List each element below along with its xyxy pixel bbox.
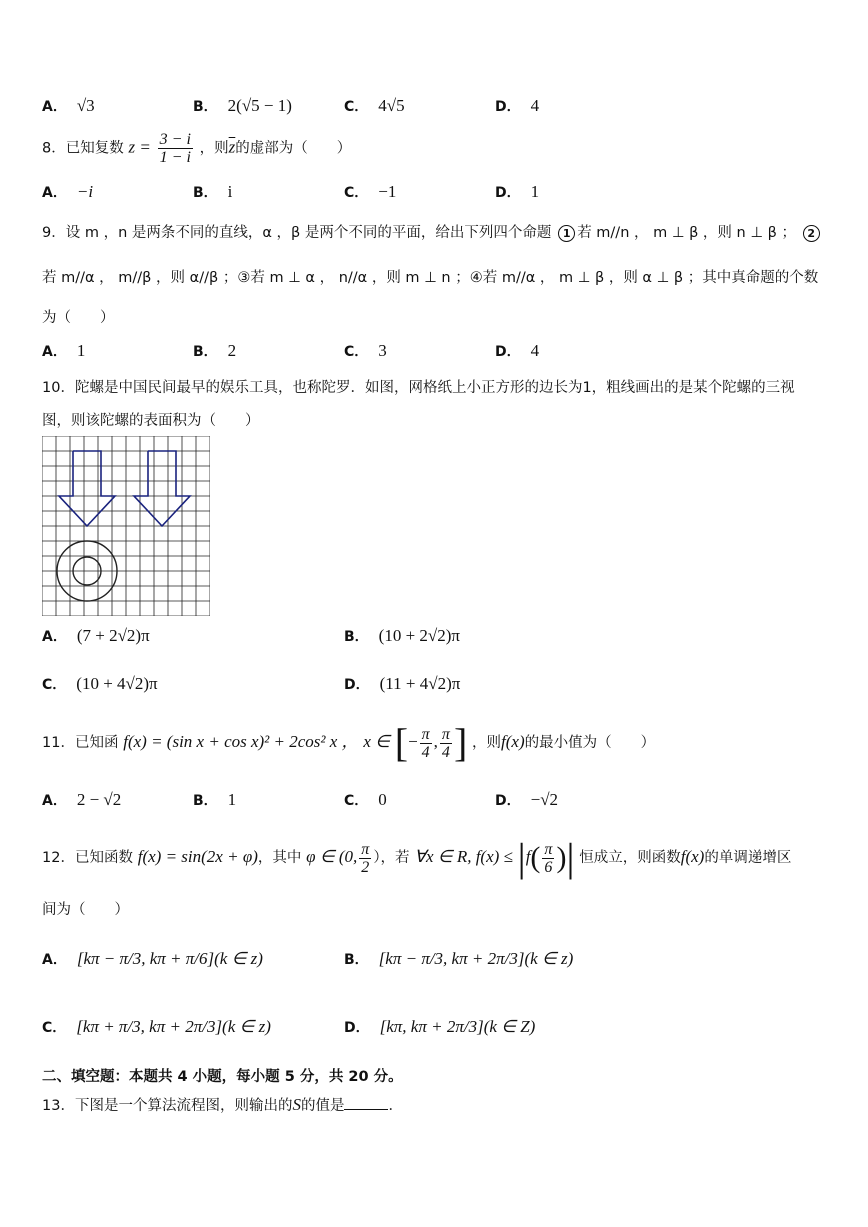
q11-option-b: B． 1: [193, 790, 237, 809]
answer-blank[interactable]: [344, 1109, 388, 1110]
grid-lines: [42, 436, 210, 616]
q12-stem-line1: 12．已知函数 f(x) = sin(2x + φ)，其中 φ ∈ (0, $\frac{\pi}{2}$ ），若 ∀x ∈ R, f(x) ≤ |f( $\frac{\pi}{6}$ )| 恒成立，则函数f(x)的单调递增区: [42, 835, 792, 880]
q8-option-b: B． i: [193, 182, 233, 201]
front-view-outline: [59, 451, 115, 526]
q9-stem-line1: 9．设 m ，n 是两条不同的直线，α ，β 是两个不同的平面，给出下列四个命题 1 若 m//n ， m ⊥ β ，则 n ⊥ β ； 2: [42, 221, 822, 242]
q9-option-b: B． 2: [193, 341, 237, 360]
q10-stem-line2: 图，则该陀螺的表面积为（ ）: [42, 413, 260, 429]
q10-option-b: B． (10 + 2√2)π: [344, 626, 460, 645]
q11-stem: 11．已知函 f(x) = (sin x + cos x)² + 2cos² x ， x ∈ [− $\frac{\pi}{4}$ , $\frac{\pi}{4}$ ] ，则f(x)的最小值为（ ）: [42, 720, 656, 765]
q9-option-c: C． 3: [344, 341, 387, 360]
q10-stem-line1: 10．陀螺是中国民间最早的娱乐工具，也称陀罗．如图，网格纸上小正方形的边长为1，粗线画出的是某个陀螺的三视: [42, 380, 795, 396]
q7-option-c: C． 4√5: [344, 96, 405, 115]
q12-option-c: C． [kπ + π/3, kπ + 2π/3](k ∈ z): [42, 1017, 271, 1036]
q10-option-a: A． (7 + 2√2)π: [42, 626, 150, 645]
q9-option-a: A． 1: [42, 341, 86, 360]
q12-stem-line2: 间为（ ）: [42, 902, 129, 918]
q8-option-d: D． 1: [495, 182, 540, 201]
q13-stem: 13．下图是一个算法流程图，则输出的S的值是 ．: [42, 1095, 403, 1114]
bracket-left-icon: [: [394, 720, 409, 765]
q10-option-c: C． (10 + 4√2)π: [42, 674, 158, 693]
q7-option-b: B． 2(√5 − 1): [193, 96, 292, 115]
three-view-grid-figure: [42, 436, 210, 616]
q8-option-c: C． −1: [344, 182, 397, 201]
circled-1-icon: 1: [558, 225, 575, 242]
q11-option-c: C． 0: [344, 790, 387, 809]
circled-2-icon: 2: [803, 225, 820, 242]
q9-option-d: D． 4: [495, 341, 540, 360]
q8-option-a: A． −i: [42, 182, 94, 201]
q8-stem: 8．已知复数 z = $\frac{3 - i}{1 - i}$ ，则$\overline{z}$的虚部为（ ）: [42, 131, 352, 166]
q7-option-d: D． 4: [495, 96, 540, 115]
q10-option-d: D． (11 + 4√2)π: [344, 674, 461, 693]
q9-stem-line2: 若 m//α ， m//β ，则 α//β ；③若 m ⊥ α ， n//α ，则 m ⊥ n ；④若 m//α ， m ⊥ β ，则 α ⊥ β ；其中真命题的个数: [42, 270, 819, 286]
q7-option-a: A． √3: [42, 96, 95, 115]
q11-option-a: A． 2 − √2: [42, 790, 122, 809]
q8-fraction: $\frac{3 - i}{1 - i}$: [159, 131, 191, 166]
q9-stem-line3: 为（ ）: [42, 310, 115, 326]
q12-option-b: B． [kπ − π/3, kπ + 2π/3](k ∈ z): [344, 949, 574, 968]
bracket-right-icon: ]: [453, 720, 468, 765]
q12-option-d: D． [kπ, kπ + 2π/3](k ∈ Z): [344, 1017, 536, 1036]
q11-option-d: D． −√2: [495, 790, 559, 809]
section-heading: 二、填空题：本题共 4 小题，每小题 5 分，共 20 分。: [42, 1069, 403, 1085]
q12-option-a: A． [kπ − π/3, kπ + π/6](k ∈ z): [42, 949, 263, 968]
